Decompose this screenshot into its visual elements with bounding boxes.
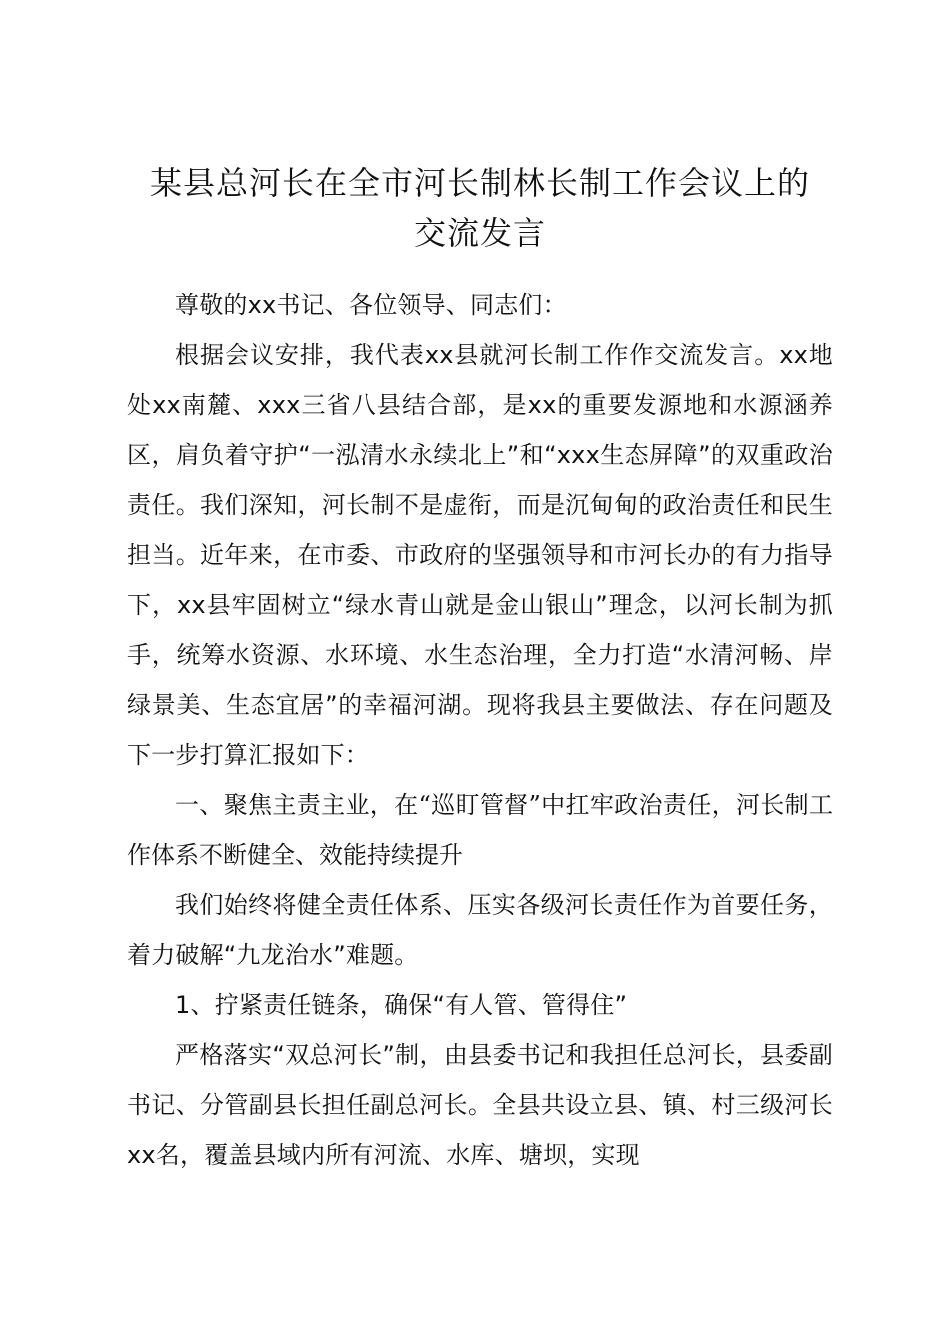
title-line-1: 某县总河长在全市河长制林长制工作会议上的	[149, 164, 810, 202]
paragraph-2: 严格落实“双总河长”制，由县委书记和我担任总河长，县委副书记、分管副县长担任副总河长。全县共设立县、镇、村三级河长xx名，覆盖县域内所有河流、水库、塘坝，实现	[127, 1041, 833, 1169]
intro-paragraph: 根据会议安排，我代表xx县就河长制工作作交流发言。xx地处xx南麓、xxx三省八县结合部，是xx的重要发源地和水源涵养区，肩负着守护“一泓清水永续北上”和“xxx生态屏障”的双重政治责任。我们深知，河长制不是虚衔，而是沉甸甸的政治责任和民生担当。近年来，在市委、市政府的坚强领导和市河长办的有力指导下，xx县牢固树立“绿水青山就是金山银山”理念，以河长制为抓手，统筹水资源、水环境、水生态治理，全力打造“水清河畅、岸绿景美、生态宜居”的幸福河湖。现将我县主要做法、存在问题及下一步打算汇报如下：	[127, 341, 833, 769]
document-body	[127, 280, 833, 1180]
document-title	[120, 158, 840, 258]
salutation: 尊敬的xx书记、各位领导、同志们：	[175, 291, 567, 319]
paragraph-1: 我们始终将健全责任体系、压实各级河长责任作为首要任务，着力破解“九龙治水”难题。	[127, 891, 833, 969]
section-heading-1: 一、聚焦主责主业，在“巡盯管督”中扛牢政治责任，河长制工作体系不断健全、效能持续提升	[127, 791, 833, 869]
title-line-2: 交流发言	[413, 214, 546, 252]
subheading-1: 1、拧紧责任链条，确保“有人管、管得住”	[175, 991, 628, 1019]
